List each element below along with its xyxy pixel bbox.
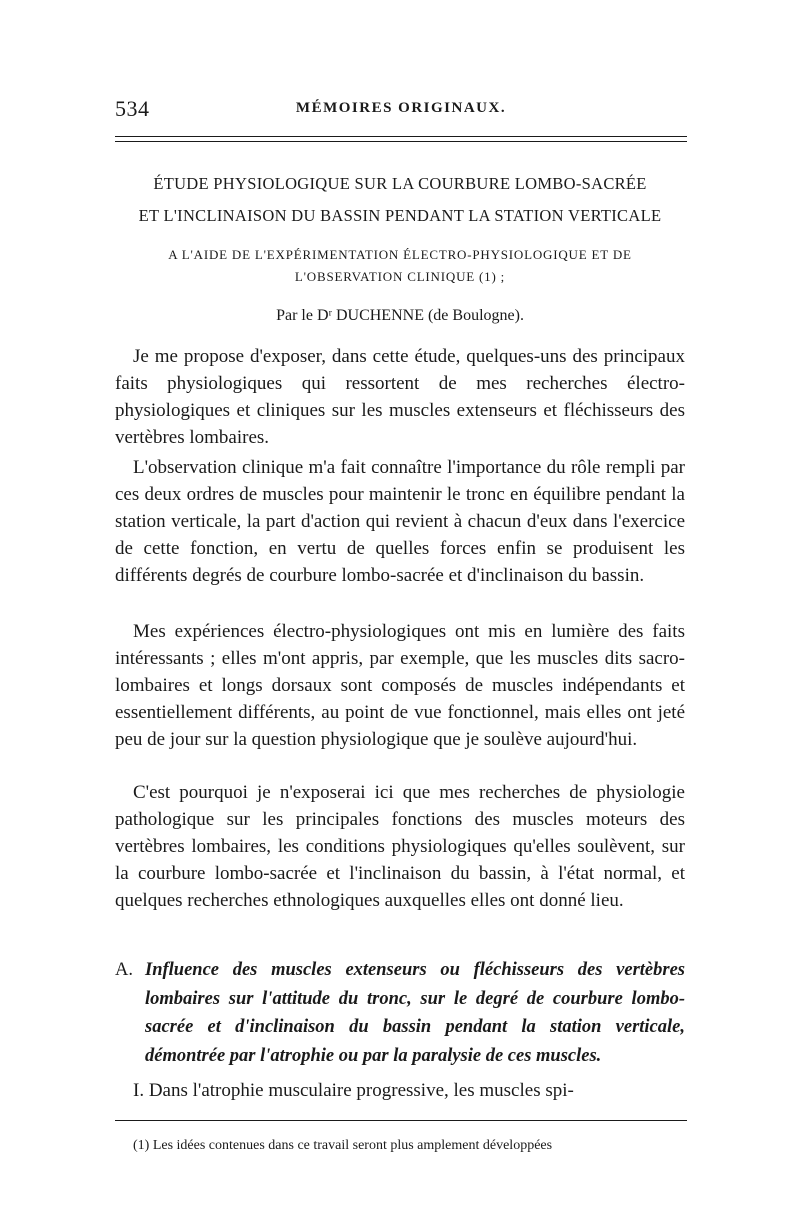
header-rule [115, 136, 687, 142]
page-number: 534 [115, 96, 150, 121]
article-subtitle-line-2: L'OBSERVATION CLINIQUE (1) ; [294, 269, 506, 284]
article-subtitle-line-1: A L'AIDE DE L'EXPÉRIMENTATION ÉLECTRO-PHYSIOLOGIQUE ET DE [168, 247, 632, 262]
footnote-rule [115, 1120, 687, 1121]
article-title-line-2: ET L'INCLINAISON DU BASSIN PENDANT LA STATION VERTICALE [138, 206, 662, 225]
body-paragraph-4-block [115, 779, 685, 914]
running-title: MÉMOIRES ORIGINAUX. [295, 100, 507, 116]
body-paragraph-2-block [115, 454, 685, 589]
body-paragraph-3: Mes expériences électro-physiologiques ont mis en lumière des faits intéressants ; elles m'ont appris, par exemple, que les muscles dits sacro-lombaires et longs dorsaux sont composés de muscles indépendants et essentiellement différents, au point de vue fonctionnel, mais elles ont jeté peu de jour sur la question physiologique que je soulève aujourd'hui. [115, 621, 685, 750]
body-paragraph-1-block [115, 343, 685, 451]
body-paragraph-3-block [115, 618, 685, 753]
section-a-heading-block [115, 956, 685, 1070]
running-head [115, 96, 687, 126]
body-paragraph-4: C'est pourquoi je n'exposerai ici que mes recherches de physiologie pathologique sur les principales fonctions des muscles moteurs des vertèbres lombaires, les conditions physiologiques qu'elles soulèvent, sur la courbure lombo-sacrée et l'inclinaison du bassin, à l'état normal, et quelques recherches ethnologiques auxquelles elles ont donné lieu. [115, 782, 685, 911]
body-paragraph-1: Je me propose d'exposer, dans cette étude, quelques-uns des principaux faits physiologiques qui ressortent de mes recherches électro-physiologiques et cliniques sur les muscles extenseurs et fléchisseurs des vertèbres lombaires. [115, 346, 685, 448]
section-a-heading: Influence des muscles extenseurs ou fléchisseurs des vertèbres lombaires sur l'attitude du tronc, sur le degré de courbure lombo-sacrée et d'inclinaison du bassin pendant la station verticale, démontrée par l'atrophie ou par la paralysie de ces muscles. [145, 960, 685, 1066]
footnote-1: (1) Les idées contenues dans ce travail seront plus amplement développées [133, 1138, 553, 1153]
body-paragraph-2: L'observation clinique m'a fait connaître l'importance du rôle rempli par ces deux ordres de muscles pour maintenir le tronc en équilibre pendant la station verticale, la part d'action qui revient à chacun d'eux dans l'exercice de cette fonction, en vertu de quelles forces enfin se produisent les différents degrés de courbure lombo-sacrée et d'inclinaison du bassin. [115, 457, 685, 586]
article-title-line-1: ÉTUDE PHYSIOLOGIQUE SUR LA COURBURE LOMBO-SACRÉE [153, 174, 647, 193]
section-a-label: A. [115, 960, 133, 980]
paragraph-I: I. Dans l'atrophie musculaire progressive, les muscles spi- [133, 1080, 574, 1101]
author-byline: Par le Dʳ DUCHENNE (de Boulogne). [276, 307, 524, 324]
